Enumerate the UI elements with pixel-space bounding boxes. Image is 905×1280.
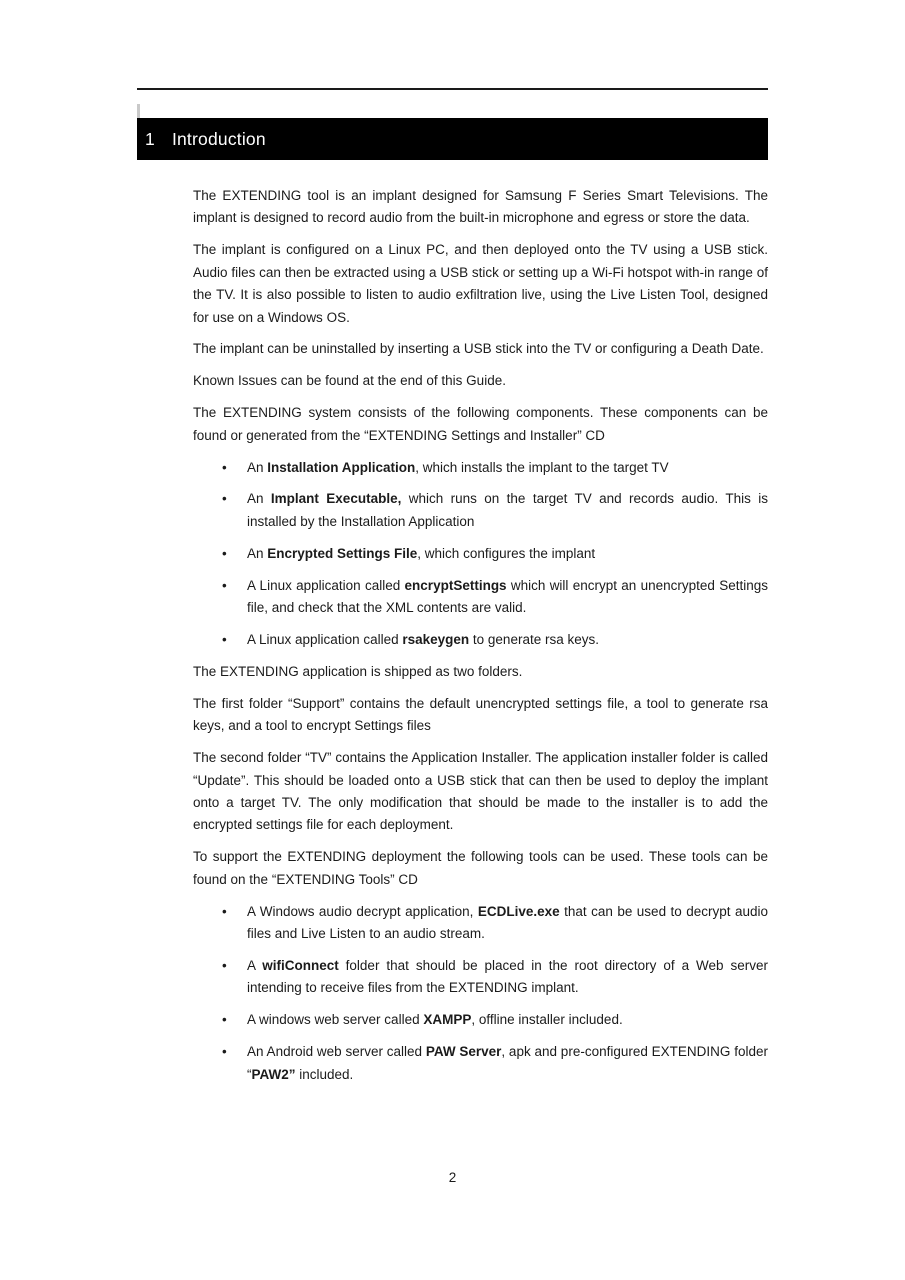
bullet-marker: • [222, 545, 227, 561]
bullet-item [193, 1009, 768, 1031]
text-run: to generate rsa keys. [469, 632, 599, 647]
paragraph [193, 402, 768, 447]
bullet-text [247, 904, 768, 941]
bold-text: wifiConnect [262, 957, 339, 973]
text-run: The second folder “TV” contains the Application Installer. The application installer folder is called “Update”. This should be loaded onto a USB stick that can then be used to deploy the implant onto a target TV. The only modification that should be made to the installer is to add the encrypted settings file for each deployment. [193, 750, 768, 833]
bullet-text [247, 958, 768, 995]
section-number: 1 [145, 128, 155, 149]
text-run: The first folder “Support” contains the default unencrypted settings file, a tool to generate rsa keys, and a tool to encrypt Settings files [193, 695, 768, 734]
text-run: An [247, 545, 268, 561]
bold-text: Implant Executable, [270, 491, 402, 507]
bullet-item [193, 488, 768, 533]
text-run: The EXTENDING system consists of the following components. These components can be found or generated from the “EXTENDING Settings and Installer” CD [193, 405, 768, 443]
bullet-marker: • [222, 1044, 227, 1060]
text-run: , apk and pre-configured EXTENDING folder “ [247, 1044, 768, 1082]
bullet-text [247, 1012, 623, 1027]
bullet-item [193, 629, 768, 651]
text-run: , which configures the implant [417, 545, 596, 561]
bold-text: PAW2” [251, 1066, 296, 1082]
text-run: , offline installer included. [471, 1012, 623, 1028]
bullet-marker: • [222, 459, 227, 475]
bullet-item [193, 1041, 768, 1086]
text-run: The EXTENDING application is shipped as two folders. [193, 663, 523, 679]
text-run: An [247, 491, 271, 507]
bullet-text [247, 632, 599, 647]
document-body [193, 185, 768, 1095]
text-run: included. [295, 1066, 354, 1082]
bold-text: Installation Application [267, 459, 416, 475]
text-run: A Linux application called [247, 577, 405, 593]
bullet-item [193, 575, 768, 620]
bullet-marker: • [222, 957, 227, 973]
bullet-text [247, 546, 595, 561]
bullet-marker: • [222, 577, 227, 593]
paragraph [193, 185, 768, 230]
paragraph [193, 693, 768, 738]
header-rule [137, 88, 768, 90]
paragraph [193, 239, 768, 329]
bold-text: Encrypted Settings File [267, 545, 418, 561]
text-run: To support the EXTENDING deployment the following tools can be used. These tools can be found on the “EXTENDING Tools” CD [193, 849, 768, 887]
paragraph [193, 338, 768, 360]
bullet-marker: • [222, 491, 227, 507]
paragraph [193, 747, 768, 837]
section-title: Introduction [171, 128, 266, 149]
text-run: A Windows audio decrypt application, [247, 903, 478, 919]
paragraph [193, 846, 768, 891]
text-run: The EXTENDING tool is an implant designed for Samsung F Series Smart Televisions. The implant is designed to record audio from the built-in microphone and egress or store the data. [193, 188, 768, 226]
text-run: , which installs the implant to the target TV [415, 459, 669, 475]
text-run: The implant can be uninstalled by inserting a USB stick into the TV or configuring a Death Date. [193, 341, 764, 357]
bold-text: encryptSettings [404, 577, 507, 593]
text-run: which runs on the target TV and records audio. This is installed by the Installation Application [247, 491, 768, 529]
bold-text: XAMPP [423, 1012, 472, 1028]
text-run: folder that should be placed in the root directory of a Web server intending to receive files from the EXTENDING implant. [247, 957, 769, 996]
text-run: An [247, 459, 268, 475]
text-run: that can be used to decrypt audio files and Live Listen to an audio stream. [247, 903, 768, 941]
section-header [137, 118, 768, 160]
bullet-marker: • [222, 632, 227, 647]
bold-text: ECDLive.exe [477, 903, 560, 919]
text-run: Known Issues can be found at the end of this Guide. [193, 373, 506, 389]
bullet-text [247, 578, 768, 615]
scan-artifact [137, 104, 140, 118]
text-run: A Linux application called [247, 632, 403, 647]
bullet-item [193, 543, 768, 565]
text-run: A windows web server called [247, 1012, 424, 1028]
text-run: A [247, 957, 263, 973]
paragraph [193, 370, 768, 392]
bullet-text [247, 491, 768, 528]
bullet-text [247, 1044, 768, 1081]
bullet-marker: • [222, 903, 227, 919]
paragraph [193, 661, 768, 683]
bullet-item [193, 457, 768, 479]
bullet-item [193, 901, 768, 946]
bullet-marker: • [222, 1012, 227, 1028]
text-run: which will encrypt an unencrypted Settings file, and check that the XML contents are valid. [247, 577, 768, 616]
bold-text: rsakeygen [402, 632, 470, 647]
bullet-text [247, 460, 669, 475]
text-run: The implant is configured on a Linux PC, and then deployed onto the TV using a USB stick. Audio files can then be extracted using a USB stick or setting up a Wi-Fi hotspot with-in range of the TV. It is also possible to listen to audio exfiltration live, using the Live Listen Tool, designed for use on a Windows OS. [193, 242, 768, 325]
text-run: An Android web server called [247, 1044, 426, 1060]
page-number: 2 [448, 1170, 457, 1185]
bullet-item [193, 955, 768, 1000]
bold-text: PAW Server [425, 1044, 502, 1060]
